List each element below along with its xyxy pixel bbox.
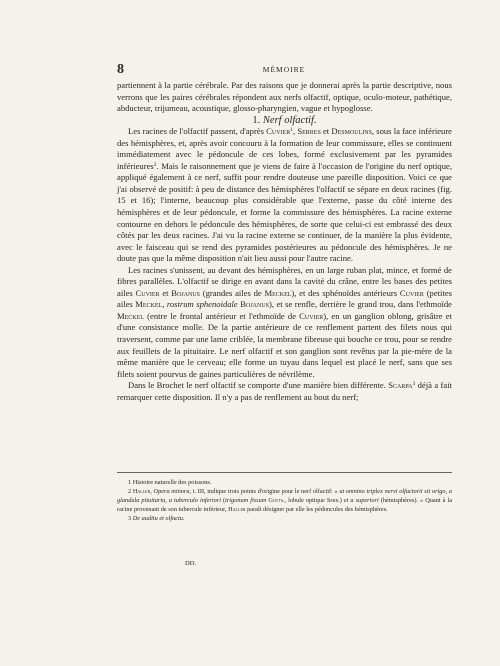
- footnote-1: 1 Histoire naturelle des poissons.: [128, 479, 212, 486]
- footnote-rule: [117, 472, 452, 473]
- page-number: 8: [117, 62, 124, 77]
- paragraph-intro: partiennent à la partie cérébrale. Par des raisons que je donnerai après la partie descriptive, nous verrons que les paires cérébrales répondent aux nerfs olfactif, optique, oculo-moteur, pathétique, abducteur, trijumeau, acoustique, glosso-pharyngien, vague et hypoglosse.: [117, 80, 452, 114]
- footnote-3: 3 De auditu et olfactu.: [128, 515, 185, 523]
- footnote-2: 2 Haller, Opera minora, t. III, indique trois points d'origine pour le nerf olfactif: « ut omnino triplex nervi olfactorii sit origo, a glandula pituitaria, a tuberculo inferiori (trigonum fissum Gotts., lobule optique Serr.) et a superiori (hémisphères). » Quant à la racine provenant de son tubercule inférieur, Haller paraît désigner par elle les pédoncules des hémisphères.: [117, 488, 453, 514]
- running-head: MÉMOIRE: [262, 65, 306, 74]
- paragraph-pike: Dans le Brochet le nerf olfactif se comporte d'une manière bien différente. Scarpa$^3$ déjà a fait remarquer cette disposition. Il n'y a pas de renflement au bout du nerf;: [117, 380, 452, 402]
- footnotes: [117, 478, 452, 523]
- signature-mark: DD.: [185, 560, 197, 567]
- page-header: [117, 62, 451, 78]
- body-text: [117, 80, 452, 403]
- section-heading: 1. Nerf olfactif.: [252, 114, 317, 126]
- paragraph-olfactory-course: Les racines s'unissent, au devant des hémisphères, en un large ruban plat, mince, et formé de fibres parallèles. L'olfactif se dirige en avant dans la cavité du crâne, entre les bases des petites ailes Cuvier et Bojanus (grandes ailes de Meckel), et des sphénoïdes antérieurs Cuvier (petites ailes Meckel, rostrum sphenoidale Bojanus), et se renfle, derrière le grand trou, dans l'ethmoïde Meckel (entre le frontal antérieur et l'ethmoïde de Cuvier), en un ganglion oblong, grisâtre et d'une consistance molle. De la partie antérieure de ce renflement partent des filets nous qui traversent, comme par une lame criblée, la membrane fibreuse qui bouche ce trou, pour se rendre aux feuillets de la pituitaire. Le nerf olfactif et son ganglion sont revêtus par la pie-mère de la même manière que le cerveau; elle forme un tuyau dans lequel est placé le nerf, sans que ses filets soient pourvus de gaines particulières de névrilème.: [117, 264, 452, 379]
- paragraph-olfactory-roots: Les racines de l'olfactif passent, d'après Cuvier$^1$, Serres et Desmoulins, sous la face inférieure des hémisphères, et, après avoir concouru à la formation de leur commissure, elles se continuent immédiatement avec le pédoncule de ces lobes, formé exclusivement par les pyramides inférieures$^2$. Mais le raisonnement que je viens de faire à l'occasion de l'origine du nerf optique, appliqué également à ce nerf, suffit pour rendre douteuse une pareille disposition. Voici ce que j'ai observé de positif: à peu de distance des hémisphères l'olfactif se sépare en deux racines (fig. 15 et 16); l'interne, beaucoup plus considérable que l'externe, passe du côté interne des hémisphères et de leur pédoncule, et forme la commissure des hémisphères. La racine externe contourne en dehors le pédoncule des hémisphères, de sorte que celui-ci est embrassé des deux côtés par les deux racines. J'ai vu la racine externe se continuer, de la manière la plus évidente, avec le faisceau qui se rend des pyramides postérieures au pédoncule des hémisphères. Je ne doute pas que la même disposition n'ait lieu aussi pour l'autre racine.: [117, 126, 452, 264]
